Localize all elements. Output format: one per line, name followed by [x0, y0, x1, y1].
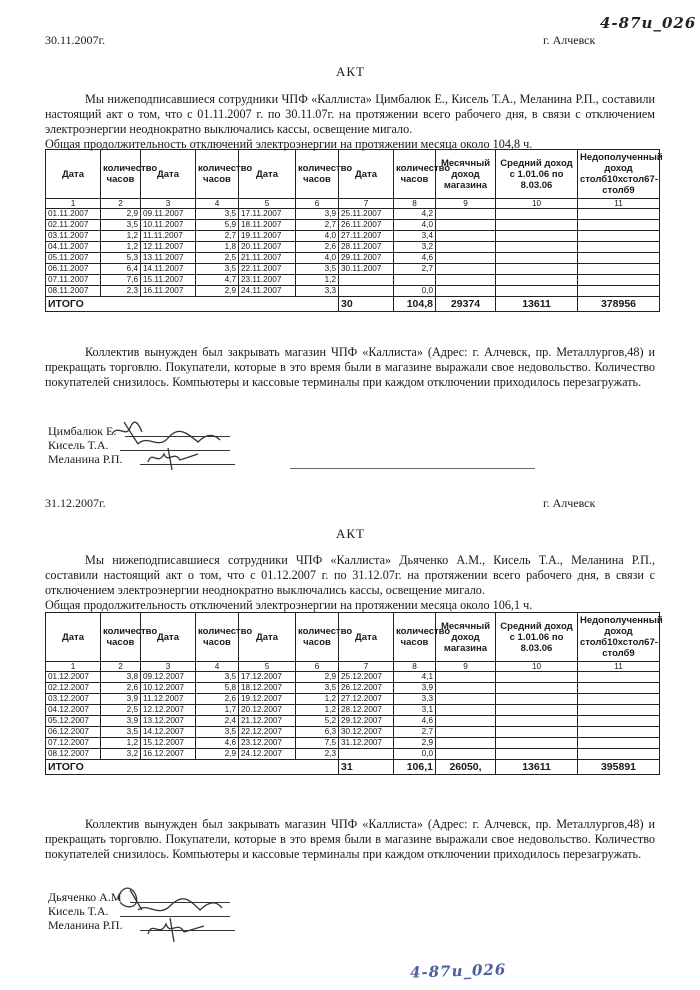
hours-cell: 0,0	[394, 749, 436, 760]
hours-cell: 4,0	[394, 220, 436, 231]
date-cell: 19.12.2007	[239, 694, 296, 705]
empty-cell	[496, 738, 578, 749]
act-consequences-paragraph: Коллектив вынужден был закрывать магазин ЧПФ «Каллиста» (Адрес: г. Алчевск, пр. Металлургов,48) и прекращать торговлю. Покупатели, которые в это время были в магазине выражали свое недовольство. Количество покупателей снизилось. Компьютеры и кассовые терминалы при каждом отключении приходилось перезагружать.	[45, 817, 655, 861]
hours-cell: 2,5	[196, 253, 239, 264]
date-cell	[339, 275, 394, 286]
column-number-cell: 8	[394, 662, 436, 672]
empty-cell	[496, 275, 578, 286]
hours-cell: 3,5	[196, 672, 239, 683]
column-number-row	[46, 662, 660, 672]
empty-cell	[578, 705, 660, 716]
table-header-cell: Дата	[141, 150, 196, 199]
empty-cell	[436, 694, 496, 705]
hours-cell: 3,3	[296, 286, 339, 297]
hours-cell: 2,7	[196, 231, 239, 242]
hours-cell: 1,2	[296, 275, 339, 286]
empty-cell	[436, 672, 496, 683]
total-label: ИТОГО	[46, 297, 339, 312]
column-number-cell: 4	[196, 662, 239, 672]
date-cell: 01.11.2007	[46, 209, 101, 220]
date-cell: 09.11.2007	[141, 209, 196, 220]
archive-stamp-handwritten: 4-87и_026	[409, 960, 507, 982]
date-cell: 14.11.2007	[141, 264, 196, 275]
empty-cell	[436, 749, 496, 760]
hours-cell: 2,7	[296, 220, 339, 231]
hours-cell: 3,5	[196, 264, 239, 275]
hours-cell: 4,1	[394, 672, 436, 683]
date-cell: 01.12.2007	[46, 672, 101, 683]
hours-cell: 4,0	[296, 253, 339, 264]
hours-cell: 3,2	[394, 242, 436, 253]
date-cell: 12.11.2007	[141, 242, 196, 253]
empty-cell	[578, 738, 660, 749]
signer-name: Цимбалюк Е.	[48, 424, 117, 438]
date-cell: 22.11.2007	[239, 264, 296, 275]
empty-cell	[436, 242, 496, 253]
hours-cell: 5,2	[296, 716, 339, 727]
handwritten-signatures	[108, 414, 238, 474]
empty-cell	[578, 264, 660, 275]
table-header-cell: Дата	[239, 613, 296, 662]
hours-cell: 1,2	[101, 231, 141, 242]
column-number-cell: 11	[578, 662, 660, 672]
table-header-cell: Недополученный доход столб10хстол67-столб9	[578, 150, 660, 199]
table-header-cell: количество часов	[196, 150, 239, 199]
table-row	[46, 275, 660, 286]
date-cell: 16.12.2007	[141, 749, 196, 760]
column-number-cell: 11	[578, 199, 660, 209]
table-row	[46, 231, 660, 242]
empty-cell	[436, 231, 496, 242]
monthly-income: 29374	[436, 297, 496, 312]
hours-cell: 2,9	[196, 749, 239, 760]
act-date: 30.11.2007г.	[45, 33, 106, 47]
date-cell: 06.12.2007	[46, 727, 101, 738]
empty-cell	[578, 220, 660, 231]
date-cell: 25.12.2007	[339, 672, 394, 683]
date-cell: 07.12.2007	[46, 738, 101, 749]
date-cell: 30.11.2007	[339, 264, 394, 275]
table-header-cell: Средний доход с 1.01.06 по 8.03.06	[496, 150, 578, 199]
table-row	[46, 738, 660, 749]
empty-cell	[578, 275, 660, 286]
hours-cell: 2,3	[101, 286, 141, 297]
date-cell: 15.11.2007	[141, 275, 196, 286]
signer-name: Дьяченко А.М	[48, 890, 122, 904]
empty-cell	[436, 738, 496, 749]
empty-cell	[496, 727, 578, 738]
empty-cell	[436, 253, 496, 264]
column-number-cell: 3	[141, 662, 196, 672]
hours-cell: 6,3	[296, 727, 339, 738]
hours-cell: 3,9	[101, 716, 141, 727]
hours-cell: 2,9	[394, 738, 436, 749]
empty-cell	[436, 727, 496, 738]
date-cell: 19.11.2007	[239, 231, 296, 242]
hours-cell: 6,4	[101, 264, 141, 275]
hours-cell: 3,5	[196, 209, 239, 220]
date-cell: 28.12.2007	[339, 705, 394, 716]
date-cell	[339, 286, 394, 297]
total-days: 30	[339, 297, 394, 312]
section-divider	[290, 468, 535, 469]
table-row	[46, 727, 660, 738]
date-cell: 08.12.2007	[46, 749, 101, 760]
empty-cell	[578, 683, 660, 694]
date-cell: 02.12.2007	[46, 683, 101, 694]
date-cell: 27.12.2007	[339, 694, 394, 705]
column-number-cell: 9	[436, 199, 496, 209]
date-cell: 26.12.2007	[339, 683, 394, 694]
column-number-cell: 10	[496, 199, 578, 209]
column-number-cell: 2	[101, 199, 141, 209]
date-cell: 21.11.2007	[239, 253, 296, 264]
hours-cell: 2,4	[196, 716, 239, 727]
table-header-row	[46, 613, 660, 662]
empty-cell	[578, 253, 660, 264]
outage-table	[45, 612, 663, 775]
table-header-cell: количество часов	[394, 613, 436, 662]
date-cell: 06.11.2007	[46, 264, 101, 275]
table-row	[46, 716, 660, 727]
column-number-cell: 1	[46, 199, 101, 209]
act-total-duration: Общая продолжительность отключений электроэнергии на протяжении месяца около 104,8 ч.	[45, 137, 533, 151]
column-number-cell: 6	[296, 662, 339, 672]
table-row	[46, 694, 660, 705]
signer-name: Меланина Р.П.	[48, 918, 123, 932]
empty-cell	[496, 231, 578, 242]
date-cell: 27.11.2007	[339, 231, 394, 242]
date-cell: 23.11.2007	[239, 275, 296, 286]
date-cell: 11.11.2007	[141, 231, 196, 242]
signer-name: Кисель Т.А.	[48, 904, 109, 918]
date-cell: 18.11.2007	[239, 220, 296, 231]
hours-cell: 7,5	[296, 738, 339, 749]
empty-cell	[496, 209, 578, 220]
column-number-cell: 1	[46, 662, 101, 672]
hours-cell: 2,9	[196, 286, 239, 297]
date-cell: 04.11.2007	[46, 242, 101, 253]
column-number-cell: 2	[101, 662, 141, 672]
empty-cell	[496, 716, 578, 727]
act-date: 31.12.2007г.	[45, 496, 106, 510]
hours-cell: 1,2	[101, 242, 141, 253]
table-row	[46, 683, 660, 694]
total-hours: 104,8	[394, 297, 436, 312]
hours-cell	[394, 275, 436, 286]
table-row	[46, 672, 660, 683]
hours-cell: 3,9	[101, 694, 141, 705]
date-cell: 30.12.2007	[339, 727, 394, 738]
empty-cell	[496, 264, 578, 275]
total-row	[46, 760, 660, 775]
hours-cell: 4,2	[394, 209, 436, 220]
hours-cell: 4,7	[196, 275, 239, 286]
empty-cell	[496, 220, 578, 231]
column-number-cell: 8	[394, 199, 436, 209]
act-city: г. Алчевск	[543, 33, 596, 47]
hours-cell: 3,4	[394, 231, 436, 242]
empty-cell	[496, 749, 578, 760]
column-number-cell: 5	[239, 199, 296, 209]
table-row	[46, 253, 660, 264]
table-header-cell: количество часов	[196, 613, 239, 662]
column-number-cell: 9	[436, 662, 496, 672]
date-cell: 28.11.2007	[339, 242, 394, 253]
table-row	[46, 220, 660, 231]
hours-cell: 2,6	[196, 694, 239, 705]
hours-cell: 2,9	[296, 672, 339, 683]
hours-cell: 3,5	[101, 727, 141, 738]
hours-cell: 2,5	[101, 705, 141, 716]
empty-cell	[578, 209, 660, 220]
column-number-cell: 10	[496, 662, 578, 672]
date-cell: 29.11.2007	[339, 253, 394, 264]
date-cell: 29.12.2007	[339, 716, 394, 727]
archive-stamp: 4-87и_026	[600, 14, 697, 32]
column-number-cell: 5	[239, 662, 296, 672]
hours-cell: 2,7	[394, 727, 436, 738]
empty-cell	[436, 683, 496, 694]
date-cell: 13.11.2007	[141, 253, 196, 264]
lost-income: 395891	[578, 760, 660, 775]
table-header-cell: количество часов	[296, 613, 339, 662]
date-cell: 10.11.2007	[141, 220, 196, 231]
date-cell: 20.12.2007	[239, 705, 296, 716]
table-row	[46, 209, 660, 220]
date-cell: 15.12.2007	[141, 738, 196, 749]
date-cell	[339, 749, 394, 760]
table-row	[46, 242, 660, 253]
date-cell: 05.11.2007	[46, 253, 101, 264]
table-header-cell: Дата	[46, 613, 101, 662]
total-row	[46, 297, 660, 312]
date-cell: 02.11.2007	[46, 220, 101, 231]
empty-cell	[496, 683, 578, 694]
table-header-cell: Месячный доход магазина	[436, 150, 496, 199]
empty-cell	[436, 264, 496, 275]
date-cell: 21.12.2007	[239, 716, 296, 727]
empty-cell	[436, 286, 496, 297]
empty-cell	[578, 242, 660, 253]
empty-cell	[436, 716, 496, 727]
total-label: ИТОГО	[46, 760, 339, 775]
date-cell: 03.12.2007	[46, 694, 101, 705]
hours-cell: 2,3	[296, 749, 339, 760]
column-number-cell: 3	[141, 199, 196, 209]
table-header-cell: Дата	[46, 150, 101, 199]
act-city: г. Алчевск	[543, 496, 596, 510]
empty-cell	[436, 275, 496, 286]
hours-cell: 7,6	[101, 275, 141, 286]
date-cell: 17.12.2007	[239, 672, 296, 683]
empty-cell	[496, 242, 578, 253]
hours-cell: 5,3	[101, 253, 141, 264]
date-cell: 08.11.2007	[46, 286, 101, 297]
empty-cell	[496, 286, 578, 297]
hours-cell: 3,8	[101, 672, 141, 683]
hours-cell: 3,9	[296, 209, 339, 220]
empty-cell	[578, 716, 660, 727]
hours-cell: 1,2	[101, 738, 141, 749]
average-income: 13611	[496, 760, 578, 775]
hours-cell: 4,0	[296, 231, 339, 242]
date-cell: 26.11.2007	[339, 220, 394, 231]
date-cell: 10.12.2007	[141, 683, 196, 694]
column-number-cell: 7	[339, 662, 394, 672]
signer-name: Меланина Р.П.	[48, 452, 123, 466]
column-number-cell: 6	[296, 199, 339, 209]
table-row	[46, 705, 660, 716]
date-cell: 13.12.2007	[141, 716, 196, 727]
date-cell: 12.12.2007	[141, 705, 196, 716]
hours-cell: 1,7	[196, 705, 239, 716]
date-cell: 23.12.2007	[239, 738, 296, 749]
date-cell: 09.12.2007	[141, 672, 196, 683]
act-intro-paragraph: Мы нижеподписавшиеся сотрудники ЧПФ «Каллиста» Дьяченко А.М., Кисель Т.А., Меланина Р.П., составили настоящий акт о том, что с 01.12.2007 г. по 31.12.07г. на протяжении всего рабочего дня, в связи с отключением электроэнергии неоднократно выключались кассы, освещение мигало.	[45, 553, 655, 597]
empty-cell	[496, 694, 578, 705]
outage-table	[45, 149, 663, 312]
column-number-cell: 7	[339, 199, 394, 209]
empty-cell	[496, 705, 578, 716]
total-hours: 106,1	[394, 760, 436, 775]
date-cell: 11.12.2007	[141, 694, 196, 705]
handwritten-signatures	[112, 876, 242, 946]
hours-cell: 5,8	[196, 683, 239, 694]
table-header-row	[46, 150, 660, 199]
date-cell: 07.11.2007	[46, 275, 101, 286]
date-cell: 24.11.2007	[239, 286, 296, 297]
date-cell: 03.11.2007	[46, 231, 101, 242]
hours-cell: 3,5	[101, 220, 141, 231]
hours-cell: 2,7	[394, 264, 436, 275]
act-total-duration: Общая продолжительность отключений электроэнергии на протяжении месяца около 106,1 ч.	[45, 598, 533, 612]
table-header-cell: Дата	[141, 613, 196, 662]
date-cell: 04.12.2007	[46, 705, 101, 716]
hours-cell: 3,1	[394, 705, 436, 716]
table-row	[46, 286, 660, 297]
hours-cell: 4,6	[196, 738, 239, 749]
empty-cell	[436, 209, 496, 220]
signer-name: Кисель Т.А.	[48, 438, 109, 452]
table-row	[46, 264, 660, 275]
hours-cell: 4,6	[394, 716, 436, 727]
date-cell: 31.12.2007	[339, 738, 394, 749]
empty-cell	[578, 672, 660, 683]
table-header-cell: Дата	[339, 150, 394, 199]
empty-cell	[496, 253, 578, 264]
hours-cell: 3,5	[196, 727, 239, 738]
hours-cell: 3,9	[394, 683, 436, 694]
act-title: АКТ	[336, 526, 365, 541]
column-number-cell: 4	[196, 199, 239, 209]
date-cell: 24.12.2007	[239, 749, 296, 760]
act-title: АКТ	[336, 64, 365, 79]
hours-cell: 2,6	[101, 683, 141, 694]
table-header-cell: Недополученный доход столб10хстол67-столб9	[578, 613, 660, 662]
date-cell: 16.11.2007	[141, 286, 196, 297]
hours-cell: 3,2	[101, 749, 141, 760]
date-cell: 17.11.2007	[239, 209, 296, 220]
average-income: 13611	[496, 297, 578, 312]
table-row	[46, 749, 660, 760]
table-header-cell: Дата	[339, 613, 394, 662]
table-header-cell: количество часов	[101, 150, 141, 199]
empty-cell	[578, 749, 660, 760]
total-days: 31	[339, 760, 394, 775]
hours-cell: 3,5	[296, 683, 339, 694]
hours-cell: 1,2	[296, 694, 339, 705]
hours-cell: 1,2	[296, 705, 339, 716]
date-cell: 22.12.2007	[239, 727, 296, 738]
table-header-cell: Дата	[239, 150, 296, 199]
empty-cell	[578, 286, 660, 297]
empty-cell	[578, 231, 660, 242]
act-intro-paragraph: Мы нижеподписавшиеся сотрудники ЧПФ «Каллиста» Цимбалюк Е., Кисель Т.А., Меланина Р.П., составили настоящий акт о том, что с 01.11.2007 г. по 30.11.07г. на протяжении всего рабочего дня, в связи с отключением электроэнергии неоднократно выключались кассы, освещение мигало.	[45, 92, 655, 136]
date-cell: 25.11.2007	[339, 209, 394, 220]
hours-cell: 3,5	[296, 264, 339, 275]
hours-cell: 3,3	[394, 694, 436, 705]
hours-cell: 2,6	[296, 242, 339, 253]
act-consequences-paragraph: Коллектив вынужден был закрывать магазин ЧПФ «Каллиста» (Адрес: г. Алчевск, пр. Металлургов,48) и прекращать торговлю. Покупатели, которые в это время были в магазине выражали свое недовольство. Количество покупателей снизилось. Компьютеры и кассовые терминалы при каждом отключении приходилось перезагружать.	[45, 345, 655, 389]
lost-income: 378956	[578, 297, 660, 312]
table-header-cell: количество часов	[394, 150, 436, 199]
table-header-cell: Средний доход с 1.01.06 по 8.03.06	[496, 613, 578, 662]
date-cell: 05.12.2007	[46, 716, 101, 727]
date-cell: 14.12.2007	[141, 727, 196, 738]
empty-cell	[436, 220, 496, 231]
empty-cell	[496, 672, 578, 683]
column-number-row	[46, 199, 660, 209]
table-header-cell: количество часов	[296, 150, 339, 199]
table-header-cell: количество часов	[101, 613, 141, 662]
hours-cell: 1,8	[196, 242, 239, 253]
table-header-cell: Месячный доход магазина	[436, 613, 496, 662]
empty-cell	[578, 727, 660, 738]
hours-cell: 5,9	[196, 220, 239, 231]
empty-cell	[578, 694, 660, 705]
date-cell: 18.12.2007	[239, 683, 296, 694]
empty-cell	[436, 705, 496, 716]
hours-cell: 4,6	[394, 253, 436, 264]
monthly-income: 26050,	[436, 760, 496, 775]
hours-cell: 2,9	[101, 209, 141, 220]
date-cell: 20.11.2007	[239, 242, 296, 253]
hours-cell: 0,0	[394, 286, 436, 297]
